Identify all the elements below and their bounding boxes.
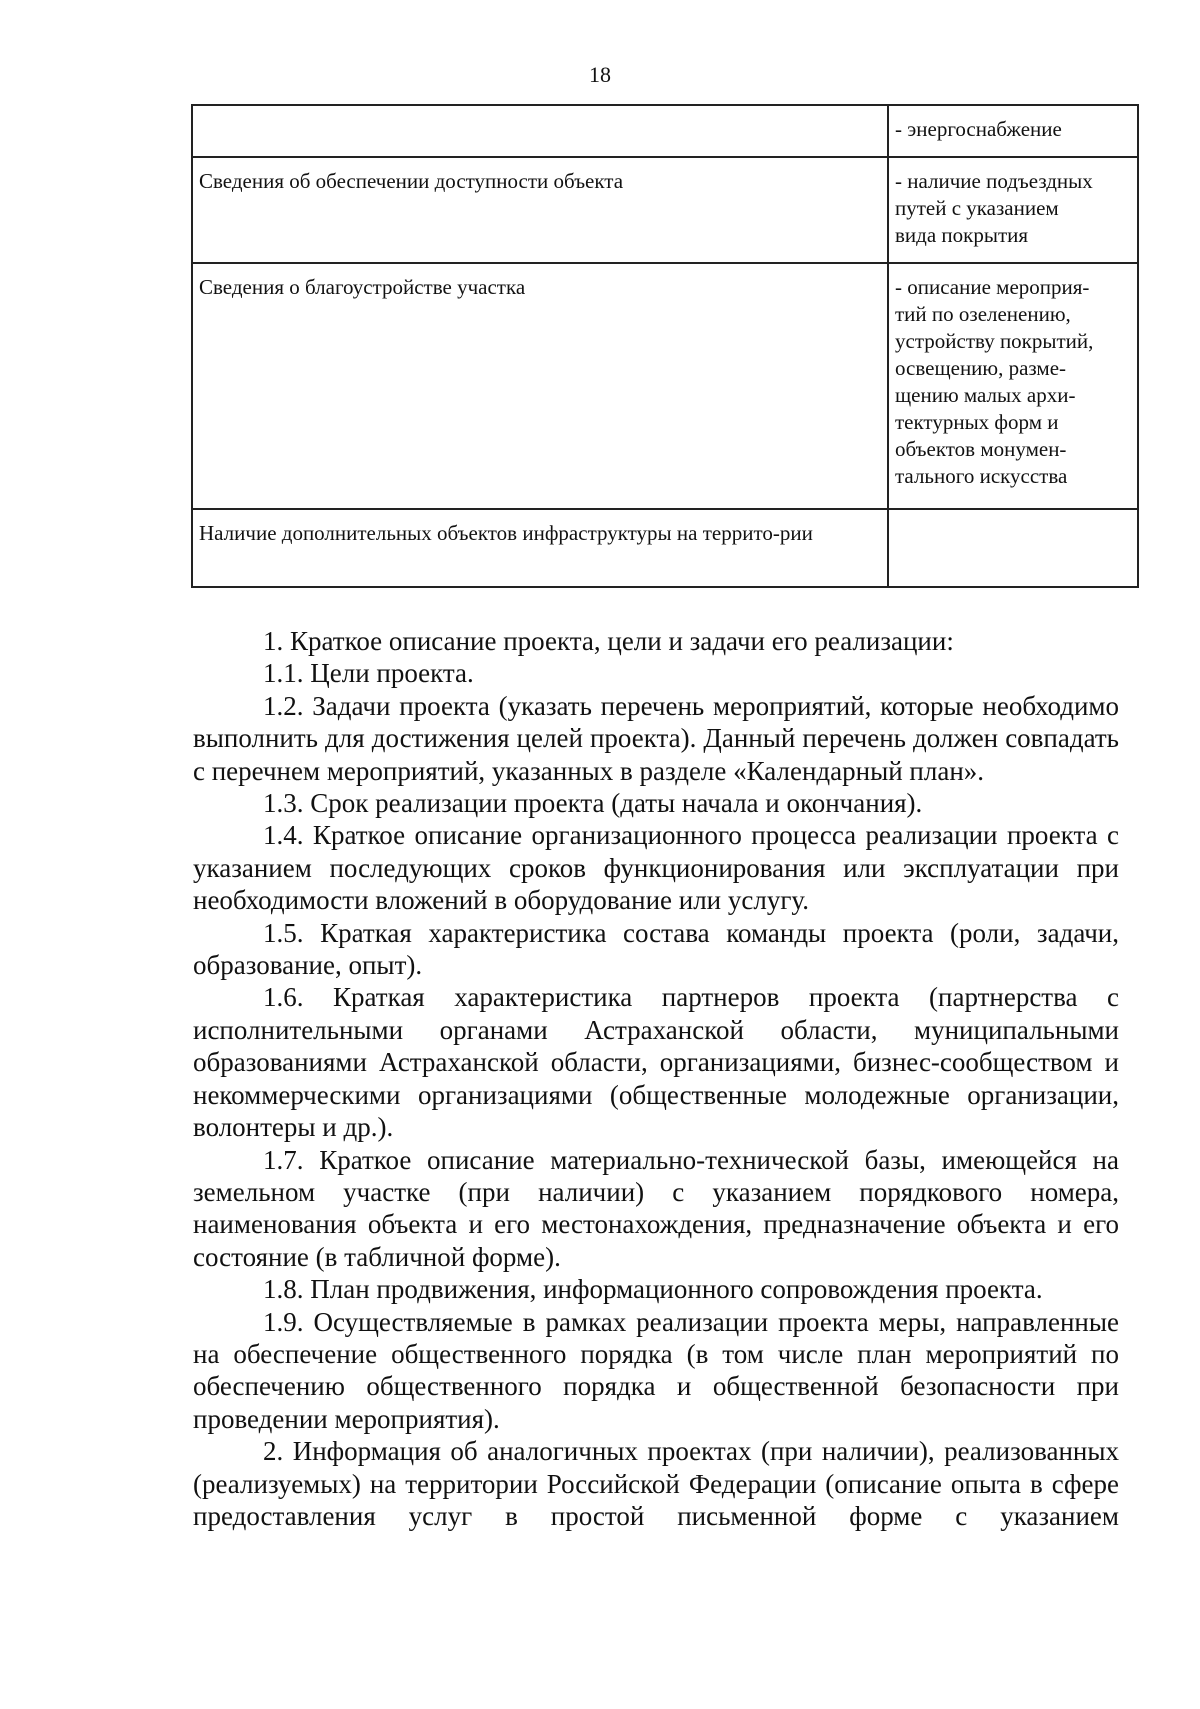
paragraph: 1.6. Краткая характеристика партнеров проекта (партнерства с исполнительными органами Астраханской области, муниципальными образованиями Астраханской области, организациями, бизнес-сообществом и некоммерческими организациями (общественные молодежные организации, волонтеры и др.). [193, 982, 1119, 1143]
table-cell-right [888, 509, 1138, 587]
cell-line: тий по озеленению, [895, 302, 1071, 326]
page-number: 18 [589, 62, 611, 87]
paragraph: 2. Информация об аналогичных проектах (при наличии), реализованных (реализуемых) на территории Российской Федерации (описание опыта в сфере предоставления услуг в простой письменной форме с указанием [193, 1436, 1119, 1531]
table-row [192, 105, 1138, 157]
cell-line: - описание мероприя- [895, 275, 1090, 299]
cell-line: устройству покрытий, [895, 329, 1094, 353]
paragraph: 1.4. Краткое описание организационного процесса реализации проекта с указанием последующих сроков функционирования или эксплуатации при необходимости вложений в оборудование или услугу. [193, 820, 1119, 916]
table-row [192, 509, 1138, 587]
cell-line: вида покрытия [895, 223, 1029, 247]
paragraph: 1.7. Краткое описание материально-технической базы, имеющейся на земельном участке (при наличии) с указанием порядкового номера, наименования объекта и его местонахождения, предназначение объекта и его состояние (в табличной форме). [193, 1144, 1119, 1272]
table-cell-left [192, 105, 888, 157]
table-cell-left: Сведения о благоустройстве участка [192, 263, 888, 509]
table-cell-right [888, 105, 1138, 157]
paragraph: 1.2. Задачи проекта (указать перечень мероприятий, которые необходимо выполнить для достижения целей проекта). Данный перечень должен совпадать с перечнем мероприятий, указанных в разделе «Календарный план». [193, 690, 1119, 786]
table-row [192, 263, 1138, 509]
cell-line: - наличие подъездных [895, 169, 1093, 193]
cell-line: объектов монумен- [895, 437, 1067, 461]
info-table [191, 104, 1139, 588]
body-text [193, 625, 1119, 1532]
table-cell-left: Наличие дополнительных объектов инфраструктуры на террито-рии [192, 509, 888, 587]
cell-line: тектурных форм и [895, 410, 1059, 434]
cell-line: путей с указанием [895, 196, 1059, 220]
paragraph: 1.8. План продвижения, информационного сопровождения проекта. [263, 1274, 1043, 1305]
table-cell-right [888, 263, 1138, 509]
paragraph: 1.3. Срок реализации проекта (даты начала и окончания). [263, 788, 923, 819]
paragraph: 1.1. Цели проекта. [263, 658, 474, 689]
cell-line: освещению, разме- [895, 356, 1067, 380]
cell-line: тального искусства [895, 464, 1068, 488]
table-cell-left: Сведения об обеспечении доступности объекта [192, 157, 888, 263]
cell-line: - энергоснабжение [895, 117, 1062, 141]
paragraph: 1.9. Осуществляемые в рамках реализации проекта меры, направленные на обеспечение общественного порядка (в том числе план мероприятий по обеспечению общественного порядка и общественной безопасности при проведении мероприятия). [193, 1306, 1119, 1434]
table-cell-right [888, 157, 1138, 263]
cell-line: щению малых архи- [895, 383, 1076, 407]
paragraph: 1. Краткое описание проекта, цели и задачи его реализации: [263, 626, 954, 656]
table-row [192, 157, 1138, 263]
paragraph: 1.5. Краткая характеристика состава команды проекта (роли, задачи, образование, опыт). [193, 917, 1119, 981]
